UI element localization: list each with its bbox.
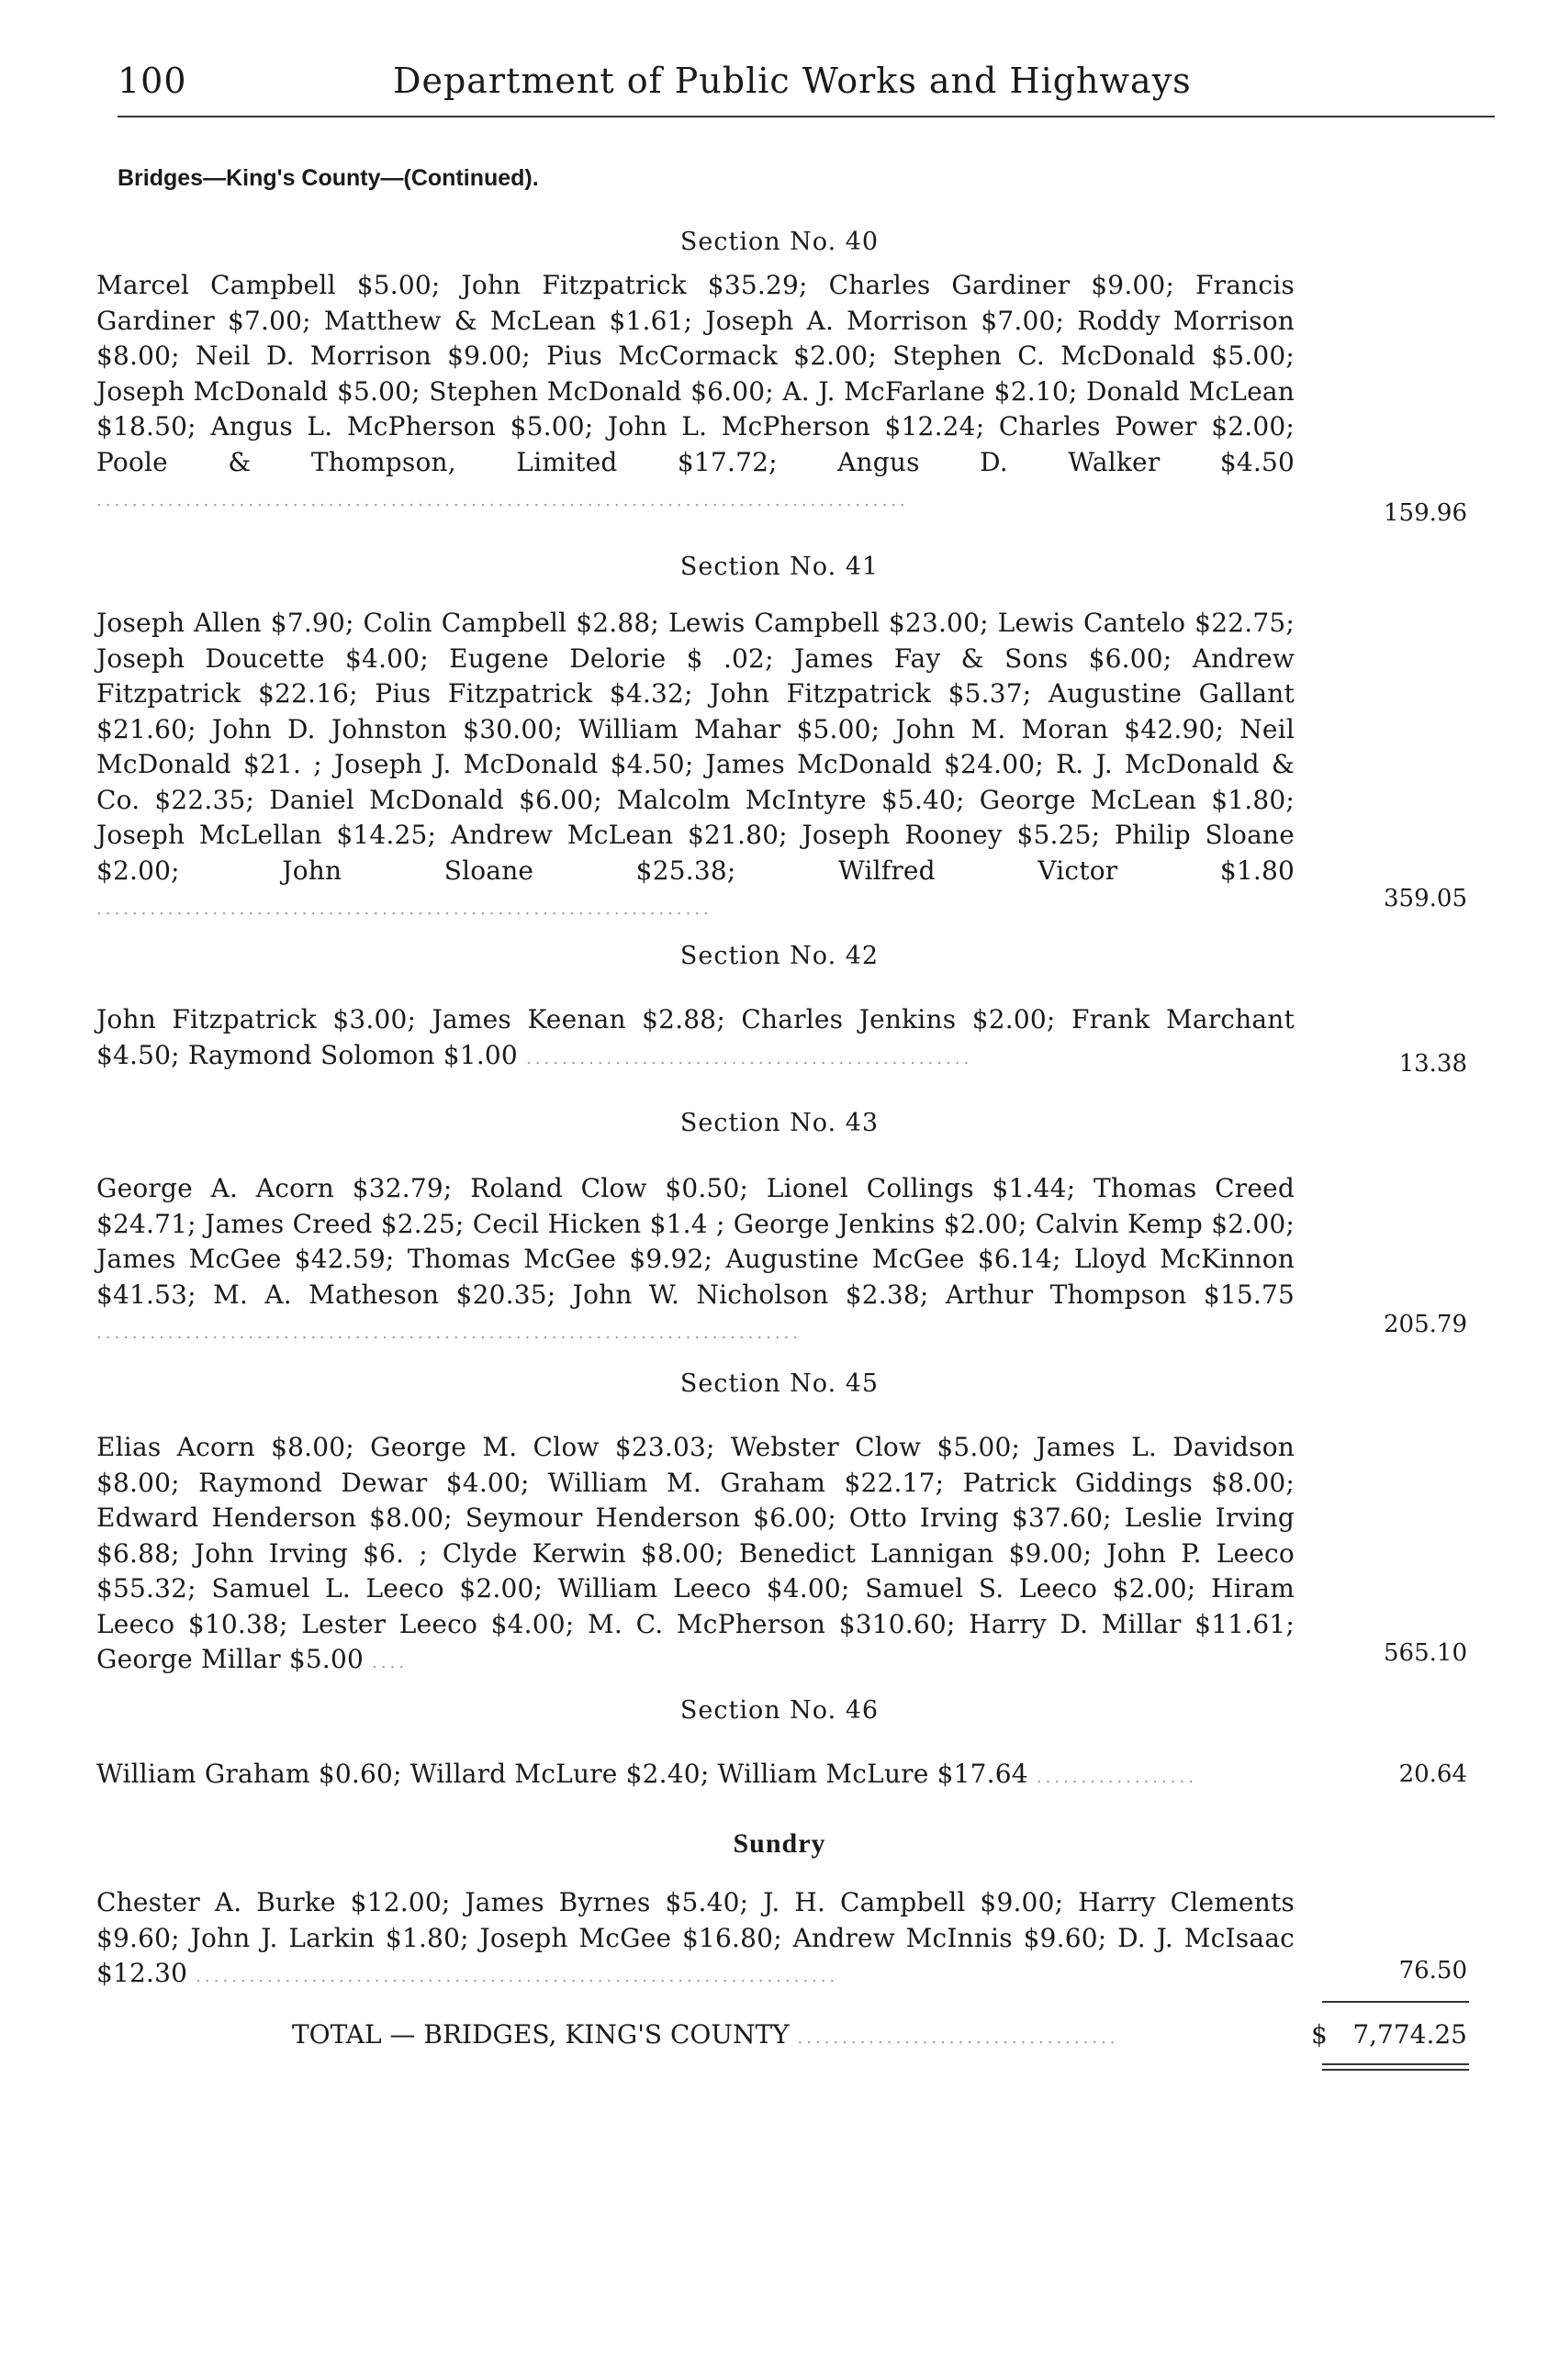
sundry-heading: Sundry: [733, 1828, 826, 1859]
section-heading: Section No. 42: [679, 942, 880, 970]
grand-total-amount: 7,774.25: [1352, 2019, 1467, 2050]
section-heading: Section No. 46: [679, 1696, 880, 1725]
section-heading: Section No. 41: [679, 553, 880, 581]
double-rule-top: [1322, 2063, 1469, 2065]
sum-rule: [1322, 2001, 1469, 2003]
double-rule-bottom: [1322, 2069, 1469, 2071]
section-entries: [96, 606, 1295, 928]
section-entries: [96, 268, 1295, 520]
dot-leader: ....: [372, 1653, 409, 1672]
entries-text: Joseph Allen $7.90; Colin Campbell $2.88; Lewis Campbell $23.00; Lewis Cantelo $22.75; Joseph Doucette $4.00; Eugene Delorie $ .02; James Fay & Sons $6.00; Andrew Fitzpatrick $22.16; Pius Fitzpatrick $4.32; John Fitzpatrick $5.37; Augustine Gallant $21.60; John D. Johnston $30.00; William Mahar $5.00; John M. Moran $42.90; Neil McDonald $21. ; Joseph J. McDonald $4.50; James McDonald $24.00; R. J. McDonald & Co. $22.35; Daniel McDonald $6.00; Malcolm McIntyre $5.40; George McLean $1.80; Joseph McLellan $14.25; Andrew McLean $21.80; Joseph Rooney $5.25; Philip Sloane $2.00; John Sloane $25.38; Wilfred Victor $1.80: [96, 608, 1295, 886]
entries-text: John Fitzpatrick $3.00; James Keenan $2.88; Charles Jenkins $2.00; Frank Marchant $4.50; Raymond Solomon $1.00: [96, 1004, 1295, 1070]
dot-leader: ....................................: [797, 2028, 1119, 2048]
continuation-title: Bridges—King's County—(Continued).: [118, 165, 539, 191]
section-total: 205.79: [1384, 1311, 1467, 1338]
entries-text: Marcel Campbell $5.00; John Fitzpatrick $35.29; Charles Gardiner $9.00; Francis Gardiner $7.00; Matthew & McLean $1.61; Joseph A. Morrison $7.00; Roddy Morrison $8.00; Neil D. Morrison $9.00; Pius McCormack $2.00; Stephen C. McDonald $5.00; Joseph McDonald $5.00; Stephen McDonald $6.00; A. J. McFarlane $2.10; Donald McLean $18.50; Angus L. McPherson $5.00; John L. McPherson $12.24; Charles Power $2.00; Poole & Thompson, Limited $17.72; Angus D. Walker $4.50: [96, 270, 1295, 477]
grand-total-label: TOTAL — BRIDGES, KING'S COUNTY: [292, 2019, 790, 2050]
section-total: 159.96: [1384, 499, 1467, 527]
section-total: 20.64: [1398, 1760, 1467, 1788]
page-number: 100: [118, 61, 187, 101]
dot-leader: .....................................................................: [96, 899, 712, 919]
section-total: 76.50: [1398, 1957, 1467, 1984]
section-heading: Section No. 45: [679, 1369, 880, 1398]
section-total: 13.38: [1398, 1050, 1467, 1078]
grand-total-currency: $: [1311, 2019, 1328, 2050]
section-entries: [96, 1171, 1295, 1352]
dot-leader: ..................................................: [526, 1048, 973, 1068]
header-rule: [118, 116, 1495, 117]
section-total: 565.10: [1384, 1639, 1467, 1667]
dot-leader: ...............................................................................: [96, 1324, 802, 1343]
section-total: 359.05: [1384, 885, 1467, 912]
running-header: [118, 57, 1467, 112]
dot-leader: ...........................................................................................: [96, 491, 909, 510]
section-entries: [96, 1430, 1295, 1682]
section-heading: Section No. 43: [679, 1109, 880, 1137]
entries-text: William Graham $0.60; Willard McLure $2.40; William McLure $17.64: [96, 1759, 1028, 1789]
grand-total-row: [292, 2019, 1119, 2050]
dot-leader: ........................................................................: [196, 1967, 839, 1986]
section-entries: [96, 1885, 1295, 1995]
entries-text: George A. Acorn $32.79; Roland Clow $0.50; Lionel Collings $1.44; Thomas Creed $24.71; James Creed $2.25; Cecil Hicken $1.4 ; George Jenkins $2.00; Calvin Kemp $2.00; James McGee $42.59; Thomas McGee $9.92; Augustine McGee $6.14; Lloyd McKinnon $41.53; M. A. Matheson $20.35; John W. Nicholson $2.38; Arthur Thompson $15.75: [96, 1173, 1295, 1310]
entries-text: Chester A. Burke $12.00; James Byrnes $5.40; J. H. Campbell $9.00; Harry Clements $9.60; John J. Larkin $1.80; Joseph McGee $16.80; Andrew McInnis $9.60; D. J. McIsaac $12.30: [96, 1887, 1295, 1988]
section-heading: Section No. 40: [679, 228, 880, 256]
dot-leader: ..................: [1036, 1768, 1197, 1787]
section-entries: [96, 1757, 1295, 1796]
entries-text: Elias Acorn $8.00; George M. Clow $23.03; Webster Clow $5.00; James L. Davidson $8.00; Raymond Dewar $4.00; William M. Graham $22.17; Patrick Giddings $8.00; Edward Henderson $8.00; Seymour Henderson $6.00; Otto Irving $37.60; Leslie Irving $6.88; John Irving $6. ; Clyde Kerwin $8.00; Benedict Lannigan $9.00; John P. Leeco $55.32; Samuel L. Leeco $2.00; William Leeco $4.00; Samuel S. Leeco $2.00; Hiram Leeco $10.38; Lester Leeco $4.00; M. C. McPherson $310.60; Harry D. Millar $11.61; George Millar $5.00: [96, 1432, 1295, 1674]
section-entries: [96, 1002, 1295, 1077]
page-title: Department of Public Works and Highways: [393, 61, 1192, 101]
